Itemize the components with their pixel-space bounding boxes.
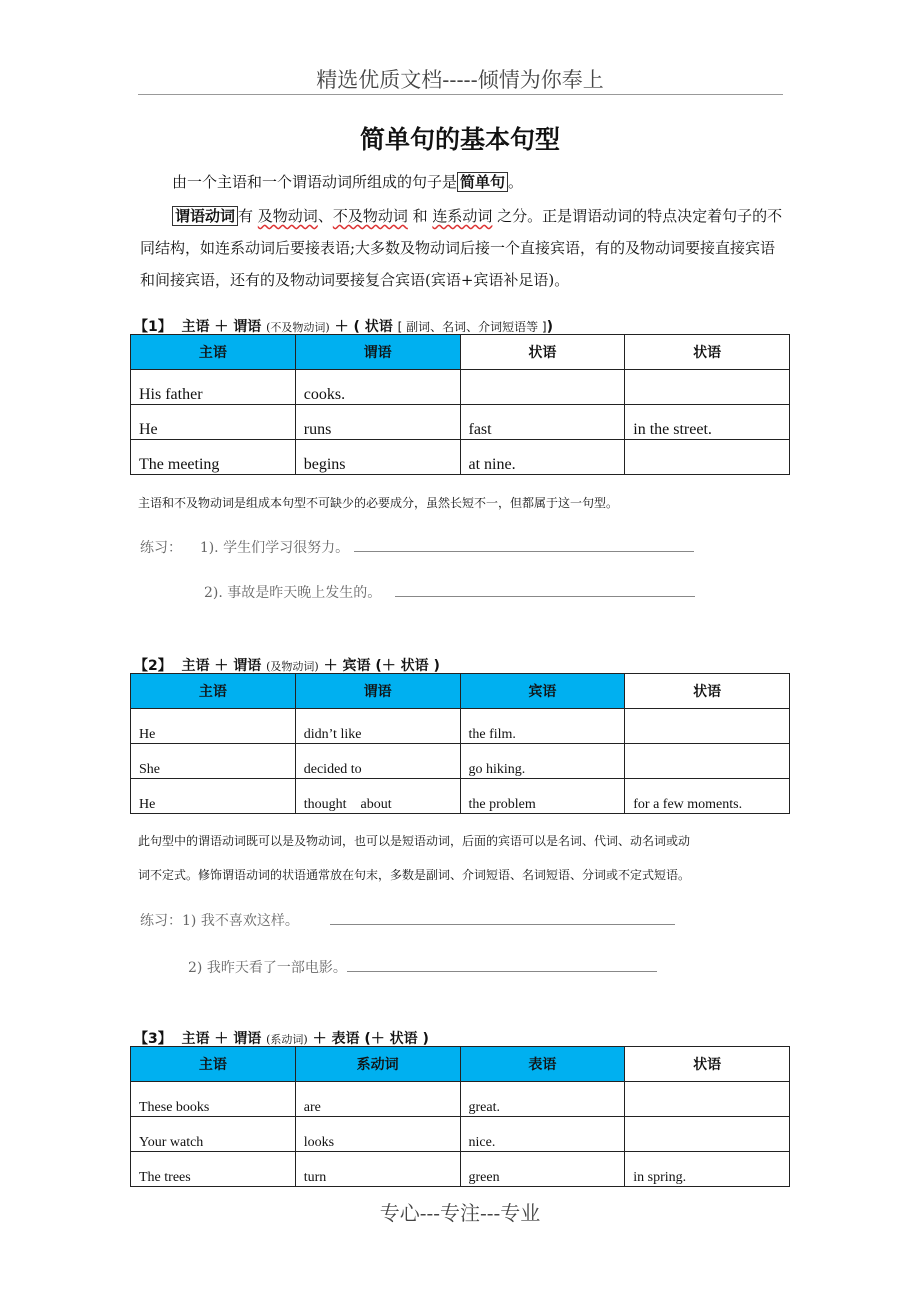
formula: 主语 ＋ 谓语 xyxy=(181,658,262,674)
formula-bracket: [ 副词、名词、介词短语等 ] xyxy=(397,320,547,334)
formula: 主语 ＋ 谓语 xyxy=(181,1031,262,1047)
answer-blank[interactable] xyxy=(395,582,695,597)
intro-text: 由一个主语和一个谓语动词所组成的句子是 xyxy=(172,173,458,191)
intro-text: 和 xyxy=(407,207,433,225)
practice-label: 练习： xyxy=(140,540,182,556)
header-cell: 状语 xyxy=(625,335,790,370)
header-cell: 主语 xyxy=(131,674,296,709)
table-cell: are xyxy=(295,1082,460,1117)
practice-2-1 xyxy=(140,910,675,930)
term-intransitive: 不及物动词 xyxy=(332,207,408,225)
header-cell: 主语 xyxy=(131,335,296,370)
table-cell: thought about xyxy=(295,779,460,814)
table-row xyxy=(131,744,790,779)
formula-note: (及物动词) xyxy=(266,660,319,673)
table-cell: in the street. xyxy=(625,405,790,440)
table-cell: turn xyxy=(295,1152,460,1187)
table-cell: didn’t like xyxy=(295,709,460,744)
formula: 主语 ＋ 谓语 xyxy=(181,319,262,335)
section-3-heading xyxy=(134,1028,429,1048)
table-cell: the problem xyxy=(460,779,625,814)
page-header: 精选优质文档-----倾情为你奉上 xyxy=(316,68,604,92)
table-row xyxy=(131,370,790,405)
header-cell: 系动词 xyxy=(295,1047,460,1082)
formula: ＋ 宾语 (＋ 状语 ) xyxy=(323,658,440,674)
section-2-heading xyxy=(134,655,440,675)
answer-blank[interactable] xyxy=(347,957,657,972)
term-transitive: 及物动词 xyxy=(257,207,318,225)
term-simple-sentence: 简单句 xyxy=(457,172,508,192)
practice-1-2 xyxy=(204,582,695,602)
table-cell: Your watch xyxy=(131,1117,296,1152)
table-cell xyxy=(625,709,790,744)
header-cell: 状语 xyxy=(625,1047,790,1082)
answer-blank[interactable] xyxy=(354,537,694,552)
table-row xyxy=(131,440,790,475)
answer-blank[interactable] xyxy=(330,910,675,925)
table-header-row xyxy=(131,335,790,370)
formula-end: ) xyxy=(546,319,554,335)
practice-prompt: 1). 学生们学习很努力。 xyxy=(199,540,350,556)
intro-text: 之分。正是谓语动词的特点决定着句子的不同结构，如连系动词后要接表语;大多数及物动词后接一个直接宾语，有的及物动词要接直接宾语和间接宾语，还有的及物动词要接复合宾语(宾语+宾语补足语)。 xyxy=(140,207,783,289)
table-row xyxy=(131,1152,790,1187)
table-cell: His father xyxy=(131,370,296,405)
table-cell xyxy=(625,1082,790,1117)
table-cell xyxy=(625,1117,790,1152)
table-cell: go hiking. xyxy=(460,744,625,779)
table-cell: He xyxy=(131,709,296,744)
table-cell: at nine. xyxy=(460,440,625,475)
intro-text-end: 。 xyxy=(508,173,524,191)
practice-prompt: 2). 事故是昨天晚上发生的。 xyxy=(204,585,382,601)
table-cell: for a few moments. xyxy=(625,779,790,814)
intro-paragraph-1 xyxy=(140,166,785,198)
table-cell: She xyxy=(131,744,296,779)
table-cell: begins xyxy=(295,440,460,475)
table-cell: looks xyxy=(295,1117,460,1152)
section-1-table xyxy=(130,334,790,475)
header-cell: 宾语 xyxy=(460,674,625,709)
section-2-note-1: 此句型中的谓语动词既可以是及物动词，也可以是短语动词，后面的宾语可以是名词、代词、动名词或动 xyxy=(138,834,691,848)
table-cell xyxy=(460,370,625,405)
header-rule xyxy=(138,94,783,95)
practice-1-1 xyxy=(140,537,694,557)
table-cell: cooks. xyxy=(295,370,460,405)
header-cell: 表语 xyxy=(460,1047,625,1082)
practice-2-2 xyxy=(188,957,657,977)
formula-note: (系动词) xyxy=(266,1033,308,1046)
table-header-row xyxy=(131,1047,790,1082)
header-cell: 状语 xyxy=(460,335,625,370)
table-cell: These books xyxy=(131,1082,296,1117)
table-cell: The meeting xyxy=(131,440,296,475)
intro-text: 、 xyxy=(317,207,333,225)
table-cell: green xyxy=(460,1152,625,1187)
table-cell: runs xyxy=(295,405,460,440)
intro-text: 有 xyxy=(238,207,258,225)
formula-note: (不及物动词) xyxy=(266,321,330,334)
intro-paragraph-2 xyxy=(140,200,785,296)
header-cell: 状语 xyxy=(625,674,790,709)
table-row xyxy=(131,709,790,744)
header-cell: 谓语 xyxy=(295,674,460,709)
section-number: 【2】 xyxy=(134,658,172,674)
section-2-table xyxy=(130,673,790,814)
table-row xyxy=(131,405,790,440)
header-cell: 谓语 xyxy=(295,335,460,370)
formula: ＋ ( 状语 xyxy=(334,319,393,335)
table-cell: fast xyxy=(460,405,625,440)
table-cell: nice. xyxy=(460,1117,625,1152)
table-header-row xyxy=(131,674,790,709)
page-title: 简单句的基本句型 xyxy=(359,125,560,154)
page-footer: 专心---专注---专业 xyxy=(379,1201,541,1225)
table-cell xyxy=(625,744,790,779)
section-3-table xyxy=(130,1046,790,1187)
table-cell: in spring. xyxy=(625,1152,790,1187)
section-1-heading xyxy=(134,316,553,336)
table-cell: He xyxy=(131,779,296,814)
formula: ＋ 表语 (＋ 状语 ) xyxy=(312,1031,429,1047)
table-row xyxy=(131,1082,790,1117)
table-cell: decided to xyxy=(295,744,460,779)
section-number: 【1】 xyxy=(134,319,172,335)
table-cell xyxy=(625,370,790,405)
practice-prompt: 练习：1) 我不喜欢这样。 xyxy=(140,913,299,929)
table-row xyxy=(131,779,790,814)
table-cell: He xyxy=(131,405,296,440)
table-cell: great. xyxy=(460,1082,625,1117)
term-predicate-verb: 谓语动词 xyxy=(172,206,238,226)
section-2-note-2: 词不定式。修饰谓语动词的状语通常放在句末，多数是副词、介词短语、名词短语、分词或不定式短语。 xyxy=(138,868,691,882)
table-cell: The trees xyxy=(131,1152,296,1187)
practice-prompt: 2) 我昨天看了一部电影。 xyxy=(188,960,347,976)
section-1-note: 主语和不及物动词是组成本句型不可缺少的必要成分，虽然长短不一，但都属于这一句型。 xyxy=(138,496,619,510)
table-row xyxy=(131,1117,790,1152)
header-cell: 主语 xyxy=(131,1047,296,1082)
term-linking: 连系动词 xyxy=(432,207,493,225)
table-cell xyxy=(625,440,790,475)
table-cell: the film. xyxy=(460,709,625,744)
section-number: 【3】 xyxy=(134,1031,172,1047)
